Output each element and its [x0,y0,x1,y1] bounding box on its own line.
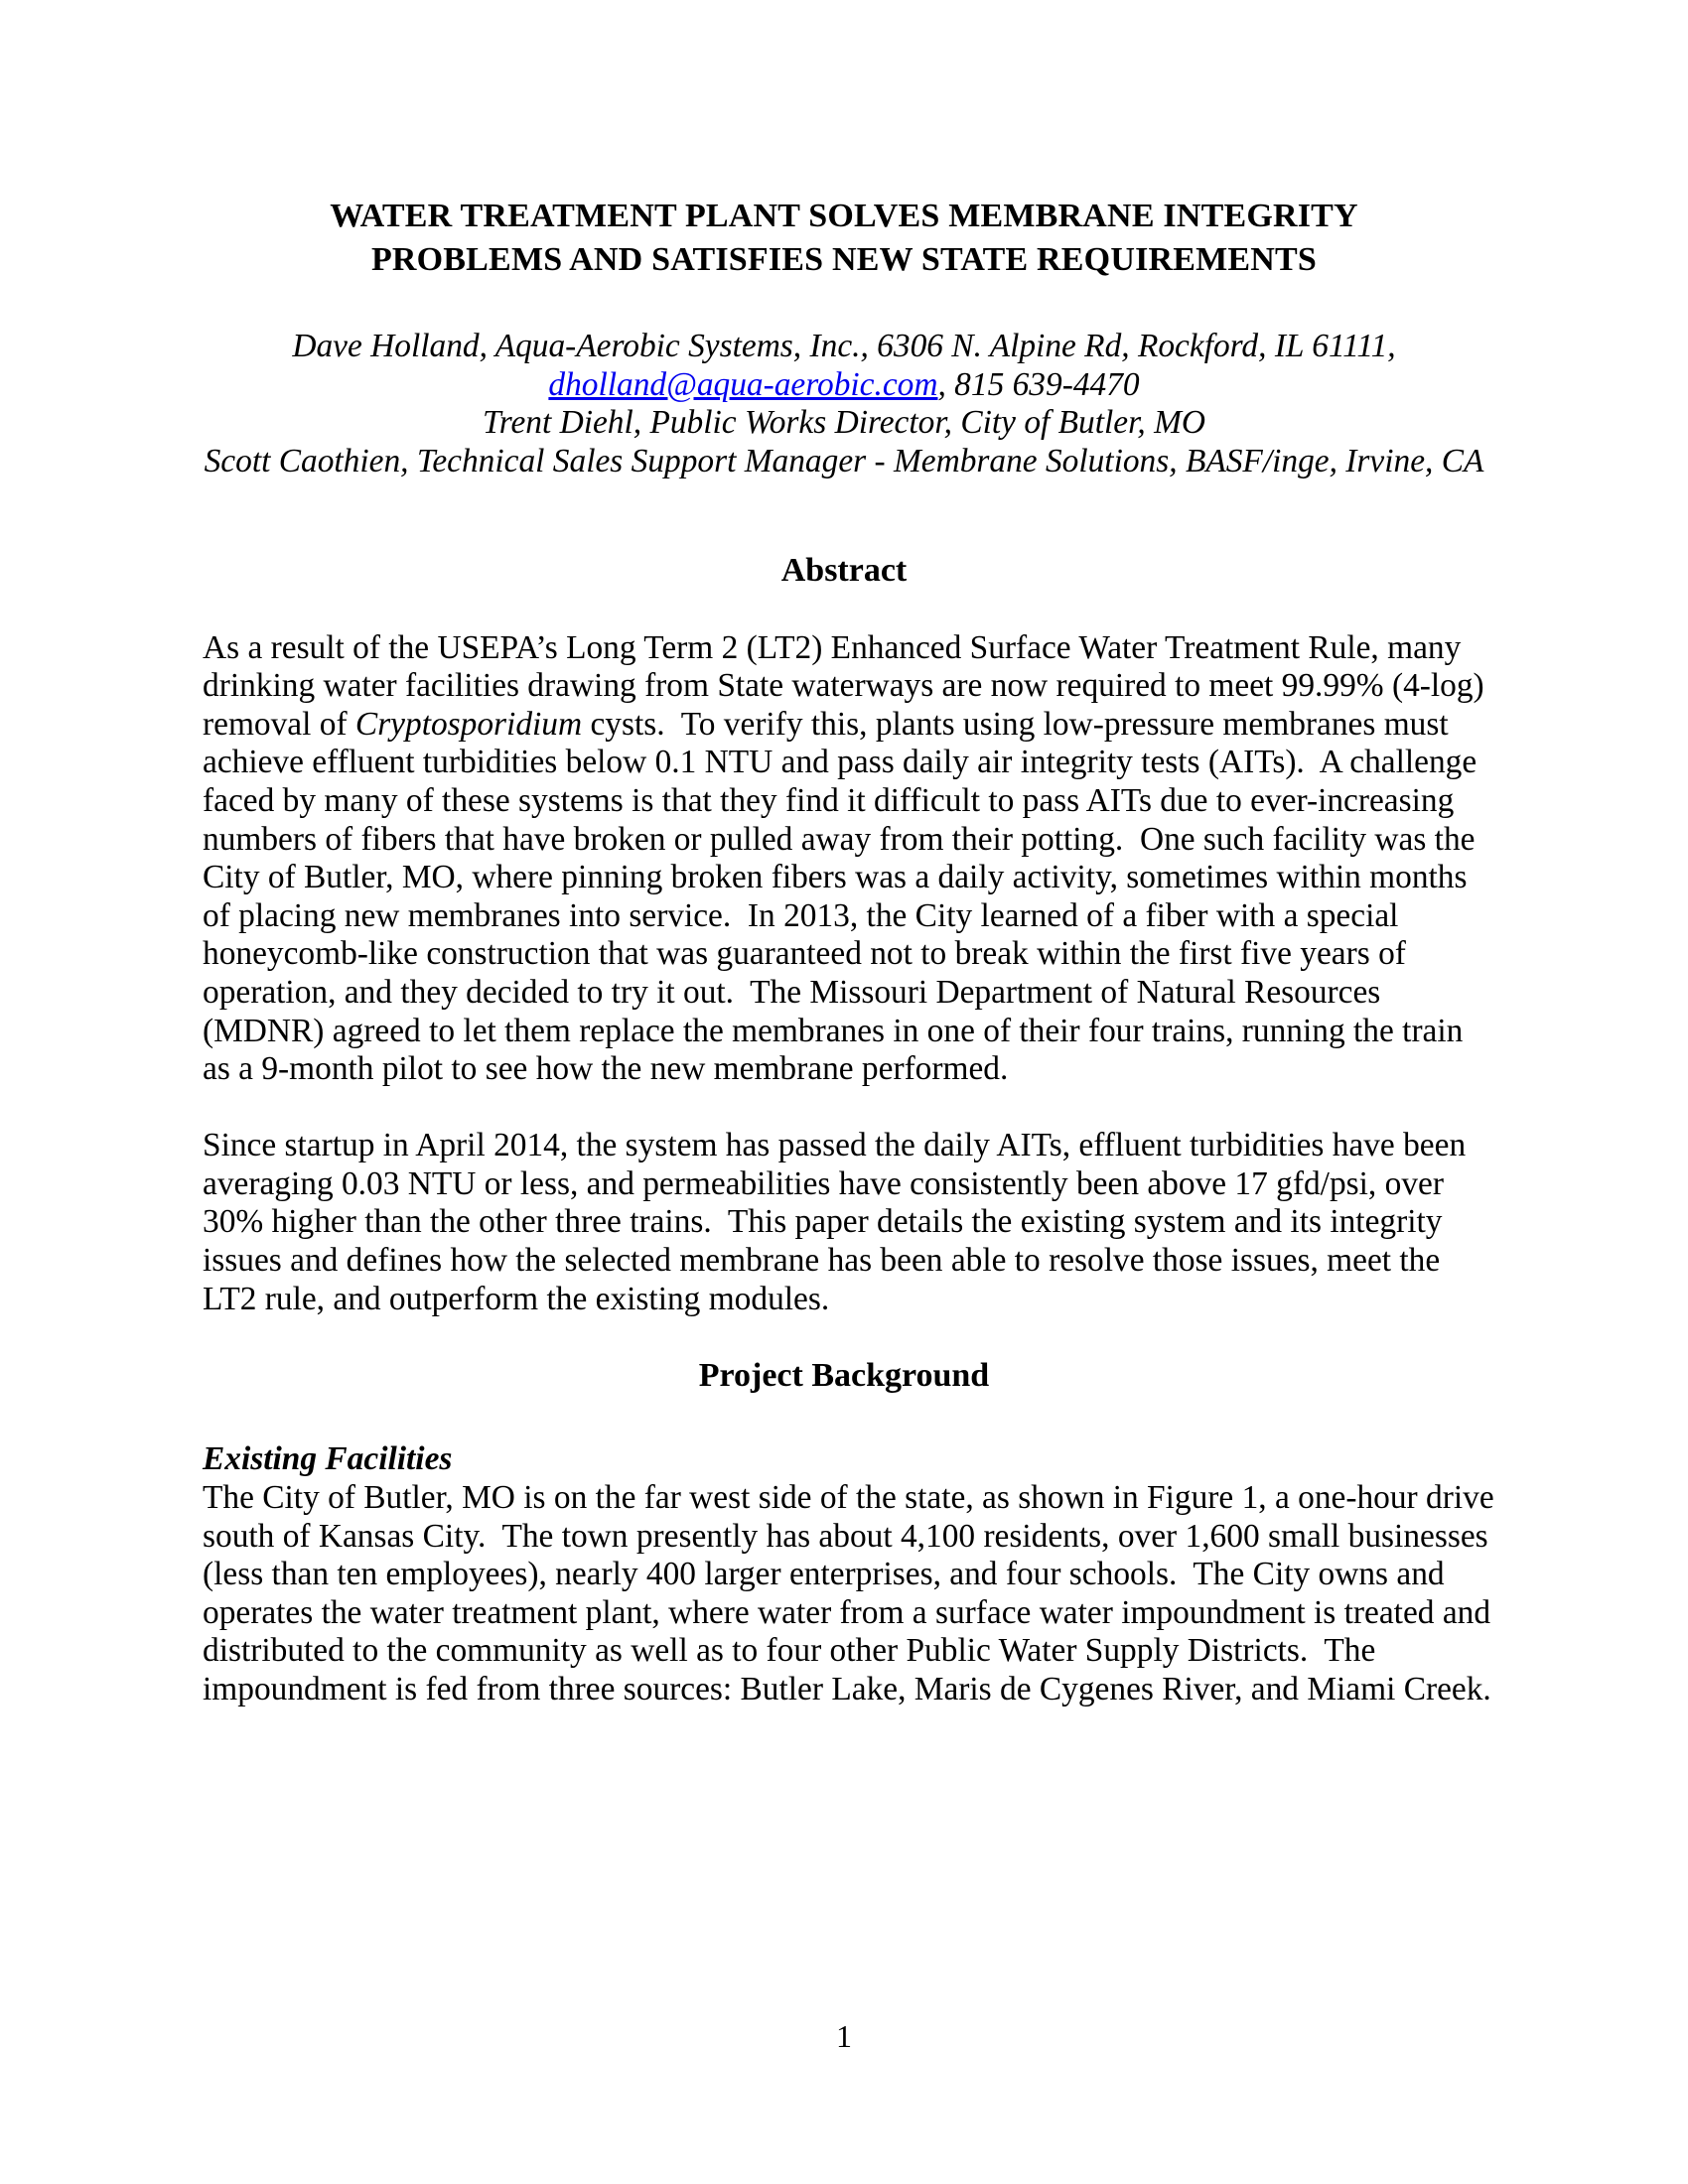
text-line [203,859,1485,897]
text-line [203,443,1485,481]
text-line [203,935,1485,974]
text-line [203,706,1485,745]
text-run: operates the water treatment plant, where water from a surface water impoundment is treated and [203,1593,1491,1631]
text-line [203,1632,1485,1671]
text-run: 30% higher than the other three trains. This paper details the existing system and its integrity [203,1203,1443,1241]
text-run: south of Kansas City. The town presently has about 4,100 residents, over 1,600 small businesses [203,1517,1488,1555]
text-run: numbers of fibers that have broken or pulled away from their potting. One such facility was the [203,820,1476,858]
text-line [203,1671,1491,1709]
text-run: impoundment is fed from three sources: Butler Lake, Maris de Cygenes River, and Miami Creek. [203,1671,1491,1707]
italic-text-run: Cryptosporidium [354,705,583,743]
text-line [203,1013,1485,1051]
text-line [203,744,1485,782]
text-run: Dave Holland, Aqua-Aerobic Systems, Inc., 6306 N. Alpine Rd, Rockford, IL 61111, [292,328,1396,364]
text-run: issues and defines how the selected membrane has been able to resolve those issues, meet the [203,1242,1441,1280]
text-run: operation, and they decided to try it out. The Missouri Department of Natural Resources [203,973,1381,1011]
text-run: achieve effluent turbidities below 0.1 NTU and pass daily air integrity tests (AITs). A challenge [203,744,1477,781]
background-body [203,1479,1494,1709]
paper-title [203,195,1485,282]
subsection-heading-existing-facilities: Existing Facilities [203,1440,453,1478]
paragraph [203,629,1485,1089]
text-line [203,897,1485,936]
text-line [203,1242,1485,1281]
paragraph [203,1479,1494,1709]
text-line [203,1165,1485,1204]
text-run: distributed to the community as well as to four other Public Water Supply Districts. The [203,1632,1376,1670]
text-line [203,821,1485,860]
text-run: of placing new membranes into service. In 2013, the City learned of a fiber with a special [203,896,1399,934]
text-run: As a result of the USEPA’s Long Term 2 (LT2) Enhanced Surface Water Treatment Rule, many [203,628,1462,666]
text-line [203,1479,1494,1518]
text-line [203,629,1485,668]
abstract-body [203,629,1485,1319]
page-number: 1 [836,2018,852,2054]
text-run: faced by many of these systems is that they find it difficult to pass AITs due to ever-increasing [203,781,1455,819]
text-run: (less than ten employees), nearly 400 larger enterprises, and four schools. The City owns and [203,1556,1445,1593]
text-run: removal of [203,705,355,743]
text-run: cysts. To verify this, plants using low-pressure membranes must [582,705,1449,743]
text-line [203,1517,1488,1557]
text-run: averaging 0.03 NTU or less, and permeabilities have consistently been above 17 gfd/psi, over [203,1164,1444,1202]
text-line [203,1050,1485,1089]
email-link[interactable]: dholland@aqua-aerobic.com [548,365,938,403]
author-block [203,328,1485,480]
text-run: LT2 rule, and outperform the existing modules. [203,1280,830,1317]
text-run: as a 9-month pilot to see how the new membrane performed. [203,1050,1009,1088]
text-line [203,782,1485,821]
paper-title-line-1: WATER TREATMENT PLANT SOLVES MEMBRANE INTEGRITY [330,198,1358,234]
text-line [203,1593,1491,1633]
text-run: Trent Diehl, Public Works Director, City of Butler, MO [482,404,1206,442]
paragraph [203,1127,1485,1318]
text-run: (MDNR) agreed to let them replace the membranes in one of their four trains, running the train [203,1012,1464,1049]
text-line [203,1127,1485,1165]
text-line [203,1281,1485,1319]
text-run: drinking water facilities drawing from State waterways are now required to meet 99.99% (4-log) [203,667,1484,705]
text-run: , 815 639-4470 [937,365,1140,403]
text-line [203,328,1485,366]
text-run: Scott Caothien, Technical Sales Support Manager - Membrane Solutions, BASF/inge, Irvine, CA [204,442,1484,479]
text-line [203,1556,1485,1594]
section-heading-abstract: Abstract [780,552,908,590]
text-line [203,1203,1485,1242]
text-run: The City of Butler, MO is on the far west side of the state, as shown in Figure 1, a one-hour drive [203,1479,1494,1517]
paper-title-line-2: PROBLEMS AND SATISFIES NEW STATE REQUIREMENTS [370,241,1318,278]
text-run: City of Butler, MO, where pinning broken fibers was a daily activity, sometimes within months [203,859,1468,896]
page-content [203,195,1494,1709]
section-heading-project-background: Project Background [698,1356,990,1394]
text-run: Since startup in April 2014, the system has passed the daily AITs, effluent turbidities have been [203,1127,1467,1164]
text-run: honeycomb-like construction that was guaranteed not to break within the first five years of [203,935,1406,973]
text-line [203,974,1485,1013]
text-line [203,366,1485,405]
text-line [203,404,1485,443]
text-line [203,667,1485,706]
